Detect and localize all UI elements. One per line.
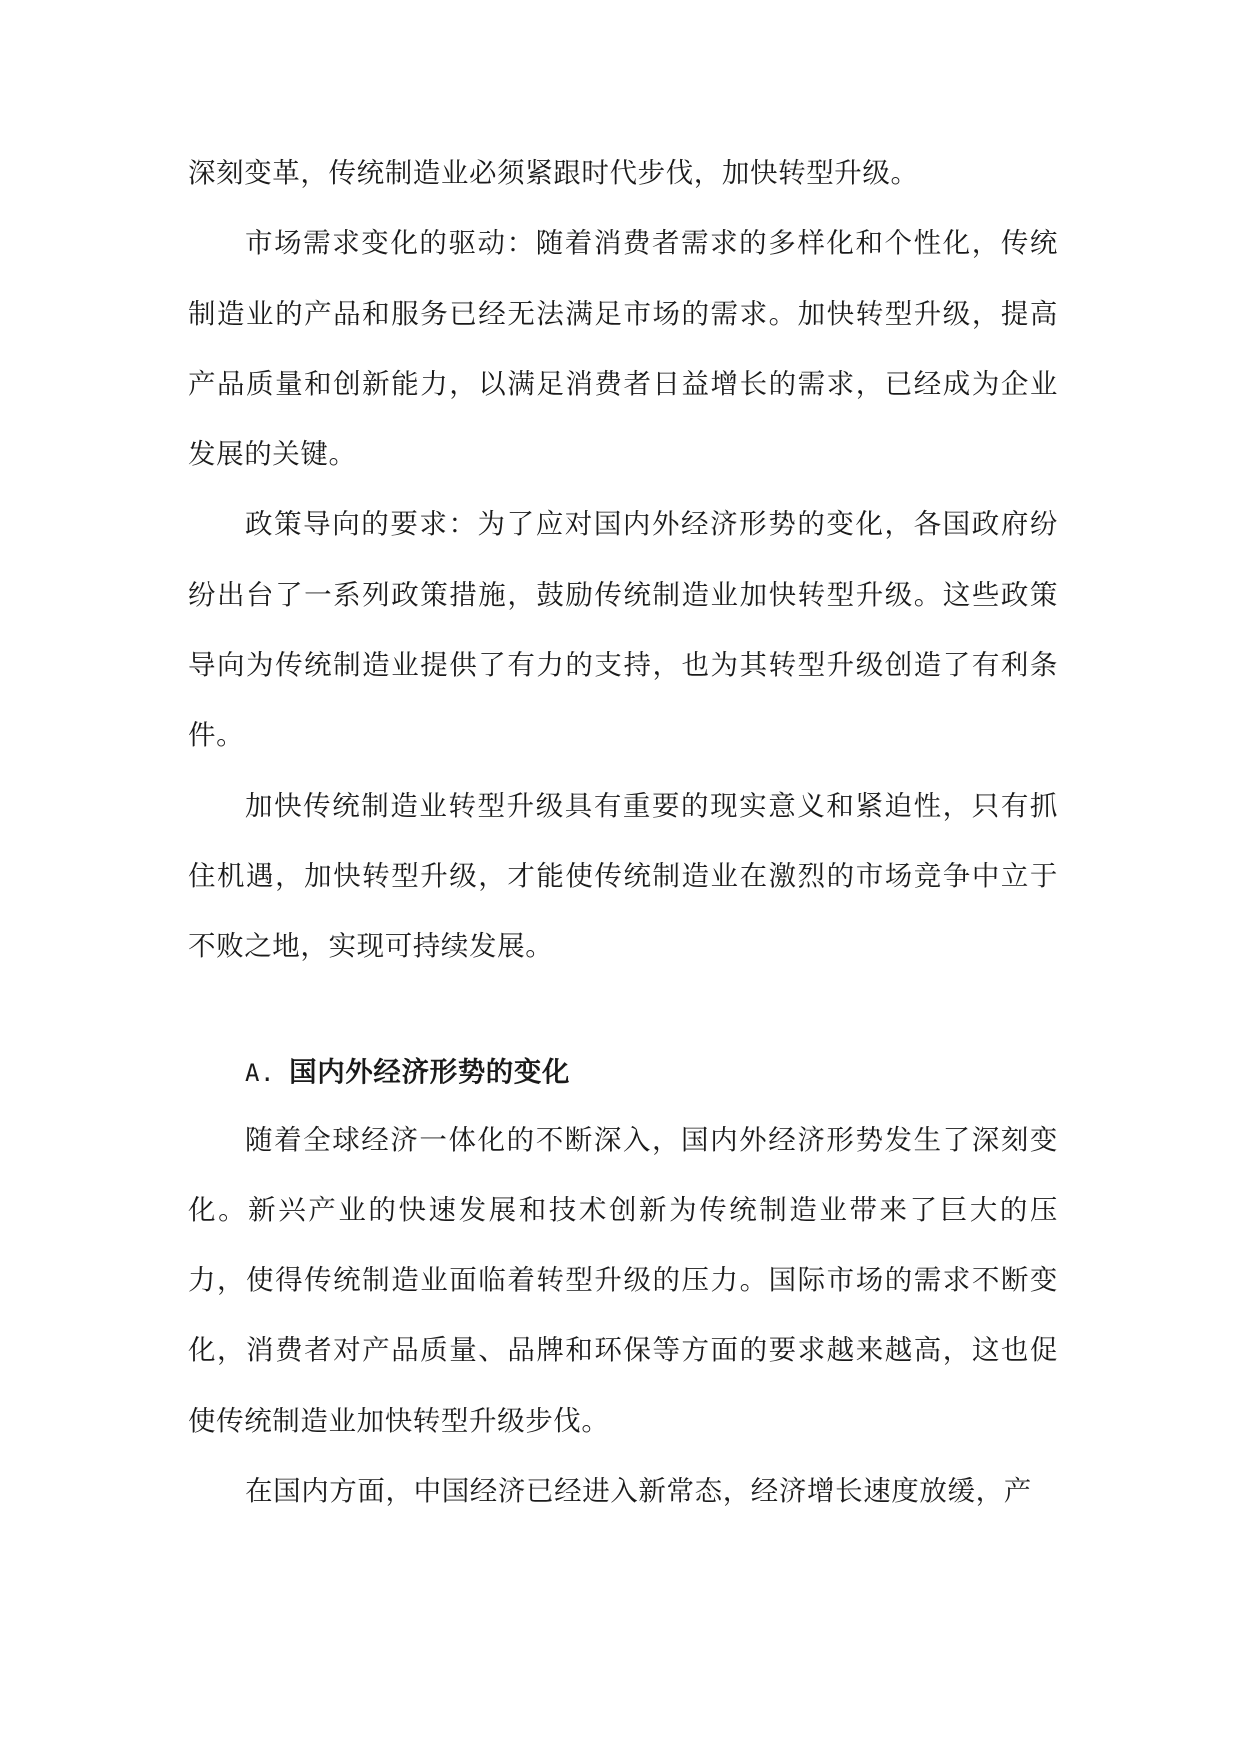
section-heading	[188, 1042, 1058, 1103]
paragraph-market-demand: 市场需求变化的驱动：随着消费者需求的多样化和个性化，传统制造业的产品和服务已经无法满足市场的需求。加快转型升级，提高产品质量和创新能力，以满足消费者日益增长的需求，已经成为企业发展的关键。	[188, 227, 1058, 471]
paragraph-policy-guidance: 政策导向的要求：为了应对国内外经济形势的变化，各国政府纷纷出台了一系列政策措施，鼓励传统制造业加快转型升级。这些政策导向为传统制造业提供了有力的支持，也为其转型升级创造了有利条件。	[188, 508, 1058, 752]
paragraph-economic-situation: 随着全球经济一体化的不断深入，国内外经济形势发生了深刻变化。新兴产业的快速发展和技术创新为传统制造业带来了巨大的压力，使得传统制造业面临着转型升级的压力。国际市场的需求不断变化，消费者对产品质量、品牌和环保等方面的要求越来越高，这也促使传统制造业加快转型升级步伐。	[188, 1123, 1058, 1437]
paragraph-continuation: 深刻变革，传统制造业必须紧跟时代步伐，加快转型升级。	[188, 157, 919, 189]
section-marker: A.	[245, 1058, 276, 1087]
section-title: 国内外经济形势的变化	[289, 1055, 571, 1088]
paragraph-domestic: 在国内方面，中国经济已经进入新常态，经济增长速度放缓，产	[245, 1475, 1032, 1508]
document-body	[188, 138, 1058, 1526]
paragraph-summary: 加快传统制造业转型升级具有重要的现实意义和紧迫性，只有抓住机遇，加快转型升级，才能使传统制造业在激烈的市场竞争中立于不败之地，实现可持续发展。	[188, 789, 1058, 963]
